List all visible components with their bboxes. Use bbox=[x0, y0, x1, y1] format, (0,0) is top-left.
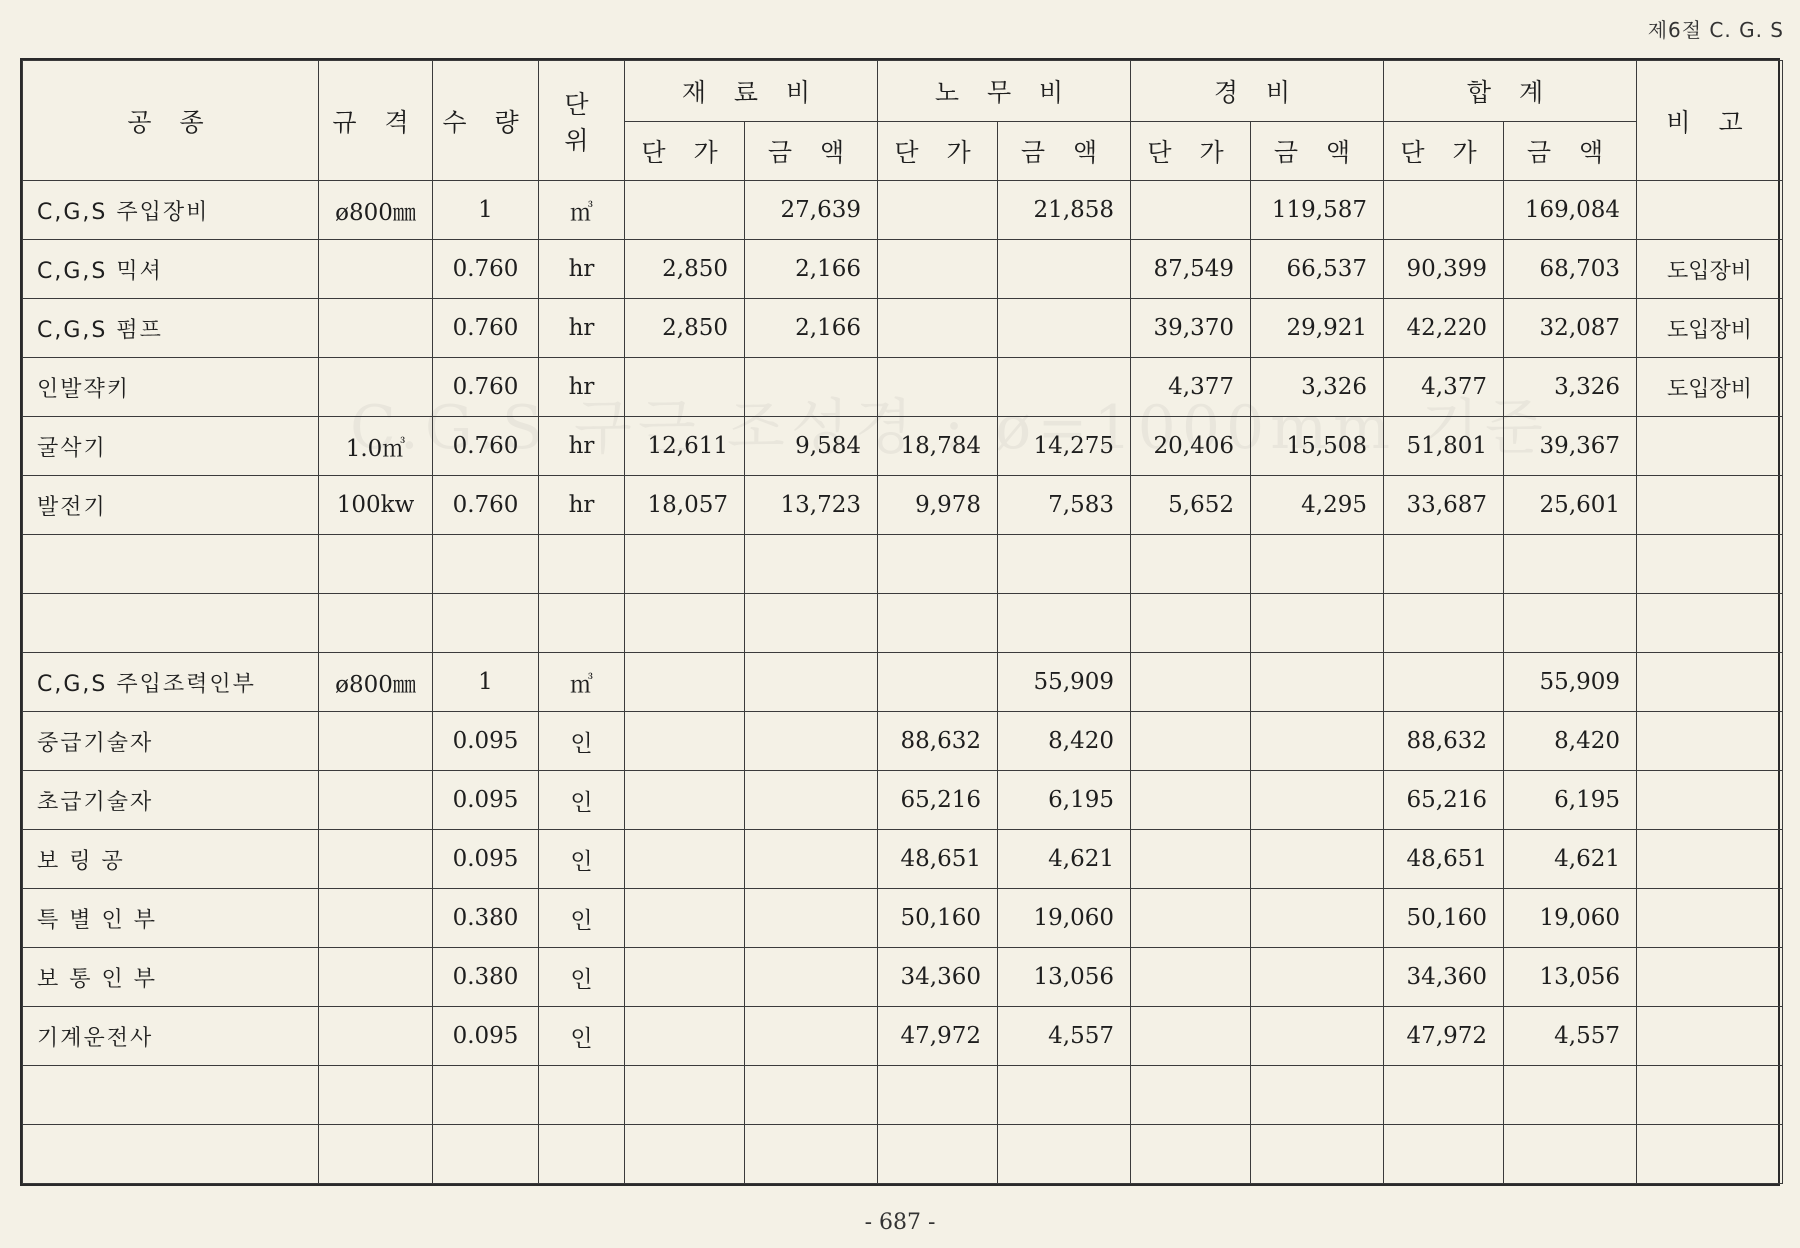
cell-labor-amount bbox=[998, 1066, 1131, 1125]
cell-total-amount: 19,060 bbox=[1504, 889, 1637, 948]
cell-total-amount bbox=[1504, 535, 1637, 594]
cell-item: C,G,S 주입장비 bbox=[23, 181, 319, 240]
header-item: 공 종 bbox=[23, 61, 319, 181]
cell-item: 굴삭기 bbox=[23, 417, 319, 476]
cell-labor-unit-price bbox=[878, 358, 998, 417]
cell-note: 도입장비 bbox=[1637, 358, 1783, 417]
cell-expense-amount bbox=[1251, 535, 1384, 594]
cell-material-unit-price bbox=[625, 889, 745, 948]
header-total: 합 계 bbox=[1384, 61, 1637, 122]
cell-labor-unit-price: 9,978 bbox=[878, 476, 998, 535]
cell-material-unit-price bbox=[625, 1007, 745, 1066]
cell-note bbox=[1637, 1007, 1783, 1066]
cell-expense-unit-price bbox=[1131, 181, 1251, 240]
cell-expense-unit-price bbox=[1131, 653, 1251, 712]
cell-unit bbox=[539, 1125, 625, 1184]
cell-labor-unit-price bbox=[878, 653, 998, 712]
cell-qty: 0.095 bbox=[433, 1007, 539, 1066]
header-spec: 규 격 bbox=[319, 61, 433, 181]
table-row bbox=[23, 594, 1783, 653]
cell-material-amount: 2,166 bbox=[745, 240, 878, 299]
cell-unit: 인 bbox=[539, 948, 625, 1007]
cell-labor-amount: 4,557 bbox=[998, 1007, 1131, 1066]
cell-labor-amount: 14,275 bbox=[998, 417, 1131, 476]
cell-total-unit-price: 51,801 bbox=[1384, 417, 1504, 476]
cell-note: 도입장비 bbox=[1637, 240, 1783, 299]
cell-expense-amount bbox=[1251, 594, 1384, 653]
cell-spec bbox=[319, 594, 433, 653]
table-row bbox=[23, 181, 1783, 240]
cell-expense-amount: 4,295 bbox=[1251, 476, 1384, 535]
cell-labor-amount: 7,583 bbox=[998, 476, 1131, 535]
cell-unit: 인 bbox=[539, 712, 625, 771]
cell-material-unit-price: 2,850 bbox=[625, 299, 745, 358]
cell-item: C,G,S 주입조력인부 bbox=[23, 653, 319, 712]
cell-note bbox=[1637, 1125, 1783, 1184]
cell-expense-amount: 15,508 bbox=[1251, 417, 1384, 476]
cell-expense-unit-price bbox=[1131, 535, 1251, 594]
cell-qty: 1 bbox=[433, 181, 539, 240]
cell-labor-unit-price: 48,651 bbox=[878, 830, 998, 889]
cell-note bbox=[1637, 535, 1783, 594]
cell-item bbox=[23, 1066, 319, 1125]
chapter-label: 제6절 C. G. S bbox=[1647, 18, 1784, 42]
cell-qty: 0.380 bbox=[433, 889, 539, 948]
cell-material-amount bbox=[745, 653, 878, 712]
cell-note bbox=[1637, 830, 1783, 889]
cell-labor-unit-price: 65,216 bbox=[878, 771, 998, 830]
cell-labor-unit-price: 47,972 bbox=[878, 1007, 998, 1066]
cell-expense-amount bbox=[1251, 712, 1384, 771]
table-header bbox=[23, 61, 1783, 181]
cell-material-unit-price bbox=[625, 653, 745, 712]
cell-total-unit-price: 4,377 bbox=[1384, 358, 1504, 417]
cell-labor-amount bbox=[998, 1125, 1131, 1184]
cell-total-unit-price bbox=[1384, 594, 1504, 653]
cell-note bbox=[1637, 889, 1783, 948]
cell-total-amount: 3,326 bbox=[1504, 358, 1637, 417]
cell-qty: 0.095 bbox=[433, 771, 539, 830]
cell-item: 기계운전사 bbox=[23, 1007, 319, 1066]
cell-material-unit-price bbox=[625, 830, 745, 889]
cell-total-amount: 6,195 bbox=[1504, 771, 1637, 830]
cell-material-amount: 27,639 bbox=[745, 181, 878, 240]
cell-expense-amount: 66,537 bbox=[1251, 240, 1384, 299]
cell-item: 발전기 bbox=[23, 476, 319, 535]
cell-qty bbox=[433, 1066, 539, 1125]
cell-spec bbox=[319, 358, 433, 417]
cell-material-amount bbox=[745, 1066, 878, 1125]
cost-table bbox=[22, 60, 1783, 1184]
cell-labor-amount bbox=[998, 358, 1131, 417]
cell-material-amount bbox=[745, 948, 878, 1007]
cell-total-unit-price bbox=[1384, 1066, 1504, 1125]
header-expense-unit-price: 단 가 bbox=[1131, 122, 1251, 181]
header-material-cost: 재 료 비 bbox=[625, 61, 878, 122]
cell-labor-amount bbox=[998, 299, 1131, 358]
cell-note bbox=[1637, 594, 1783, 653]
cell-item: 특 별 인 부 bbox=[23, 889, 319, 948]
cell-spec bbox=[319, 240, 433, 299]
cell-expense-amount: 3,326 bbox=[1251, 358, 1384, 417]
cell-item: C,G,S 펌프 bbox=[23, 299, 319, 358]
cell-spec bbox=[319, 1066, 433, 1125]
cell-labor-unit-price bbox=[878, 535, 998, 594]
cell-unit bbox=[539, 535, 625, 594]
cell-item: 보 통 인 부 bbox=[23, 948, 319, 1007]
cell-note bbox=[1637, 948, 1783, 1007]
cell-material-unit-price bbox=[625, 771, 745, 830]
cell-material-amount: 9,584 bbox=[745, 417, 878, 476]
cell-total-amount bbox=[1504, 594, 1637, 653]
table-row bbox=[23, 1007, 1783, 1066]
cell-item: C,G,S 믹셔 bbox=[23, 240, 319, 299]
cell-item bbox=[23, 594, 319, 653]
cell-material-unit-price: 2,850 bbox=[625, 240, 745, 299]
cell-total-unit-price bbox=[1384, 1125, 1504, 1184]
header-labor-amount: 금 액 bbox=[998, 122, 1131, 181]
cell-material-unit-price bbox=[625, 535, 745, 594]
table-row bbox=[23, 417, 1783, 476]
cell-labor-unit-price: 18,784 bbox=[878, 417, 998, 476]
cell-expense-amount bbox=[1251, 830, 1384, 889]
cell-item: 중급기술자 bbox=[23, 712, 319, 771]
cell-expense-unit-price bbox=[1131, 771, 1251, 830]
cell-unit: 인 bbox=[539, 889, 625, 948]
table-row bbox=[23, 535, 1783, 594]
header-expense: 경 비 bbox=[1131, 61, 1384, 122]
cell-labor-unit-price bbox=[878, 181, 998, 240]
cell-expense-amount: 119,587 bbox=[1251, 181, 1384, 240]
cell-total-unit-price: 90,399 bbox=[1384, 240, 1504, 299]
cell-unit: ㎥ bbox=[539, 653, 625, 712]
cell-spec bbox=[319, 948, 433, 1007]
cell-spec bbox=[319, 1125, 433, 1184]
header-unit: 단 위 bbox=[539, 61, 625, 181]
cell-expense-amount bbox=[1251, 1125, 1384, 1184]
cell-total-unit-price: 65,216 bbox=[1384, 771, 1504, 830]
cell-labor-unit-price: 50,160 bbox=[878, 889, 998, 948]
cell-unit bbox=[539, 594, 625, 653]
cell-material-unit-price bbox=[625, 948, 745, 1007]
cell-qty bbox=[433, 535, 539, 594]
cell-labor-amount: 6,195 bbox=[998, 771, 1131, 830]
cell-total-unit-price: 48,651 bbox=[1384, 830, 1504, 889]
cell-total-amount: 39,367 bbox=[1504, 417, 1637, 476]
cell-note bbox=[1637, 771, 1783, 830]
cell-qty: 0.760 bbox=[433, 476, 539, 535]
cell-note bbox=[1637, 653, 1783, 712]
table-row bbox=[23, 712, 1783, 771]
header-expense-amount: 금 액 bbox=[1251, 122, 1384, 181]
cell-labor-amount bbox=[998, 240, 1131, 299]
cell-total-amount: 32,087 bbox=[1504, 299, 1637, 358]
cell-material-amount bbox=[745, 594, 878, 653]
cell-labor-amount: 13,056 bbox=[998, 948, 1131, 1007]
cell-material-unit-price bbox=[625, 1066, 745, 1125]
cell-expense-unit-price: 20,406 bbox=[1131, 417, 1251, 476]
cell-labor-amount: 8,420 bbox=[998, 712, 1131, 771]
cell-unit bbox=[539, 1066, 625, 1125]
header-total-unit-price: 단 가 bbox=[1384, 122, 1504, 181]
cell-total-amount: 169,084 bbox=[1504, 181, 1637, 240]
cell-unit: 인 bbox=[539, 1007, 625, 1066]
cell-note bbox=[1637, 1066, 1783, 1125]
table-row bbox=[23, 299, 1783, 358]
table-row bbox=[23, 653, 1783, 712]
cell-total-amount: 4,557 bbox=[1504, 1007, 1637, 1066]
cell-total-unit-price bbox=[1384, 535, 1504, 594]
cell-total-unit-price: 34,360 bbox=[1384, 948, 1504, 1007]
cell-note bbox=[1637, 476, 1783, 535]
header-note: 비 고 bbox=[1637, 61, 1783, 181]
table-row bbox=[23, 830, 1783, 889]
cell-spec: 100kw bbox=[319, 476, 433, 535]
cell-material-unit-price: 12,611 bbox=[625, 417, 745, 476]
cell-note bbox=[1637, 181, 1783, 240]
cell-item: 보 링 공 bbox=[23, 830, 319, 889]
cell-note bbox=[1637, 417, 1783, 476]
header-labor-unit-price: 단 가 bbox=[878, 122, 998, 181]
cell-spec bbox=[319, 771, 433, 830]
cell-material-amount bbox=[745, 358, 878, 417]
cell-qty: 0.760 bbox=[433, 358, 539, 417]
header-material-amount: 금 액 bbox=[745, 122, 878, 181]
cell-expense-unit-price bbox=[1131, 1007, 1251, 1066]
cell-labor-unit-price bbox=[878, 1066, 998, 1125]
cell-item: 인발쟉키 bbox=[23, 358, 319, 417]
cell-material-amount bbox=[745, 535, 878, 594]
cell-material-unit-price bbox=[625, 594, 745, 653]
cost-breakdown-sheet bbox=[20, 58, 1780, 1186]
cell-expense-unit-price: 87,549 bbox=[1131, 240, 1251, 299]
cell-labor-unit-price: 88,632 bbox=[878, 712, 998, 771]
cell-material-unit-price: 18,057 bbox=[625, 476, 745, 535]
cell-qty: 0.380 bbox=[433, 948, 539, 1007]
cell-note bbox=[1637, 712, 1783, 771]
cell-material-unit-price bbox=[625, 181, 745, 240]
table-row bbox=[23, 240, 1783, 299]
cell-material-amount bbox=[745, 1125, 878, 1184]
cell-expense-amount bbox=[1251, 771, 1384, 830]
cell-labor-unit-price bbox=[878, 1125, 998, 1184]
cell-qty: 0.760 bbox=[433, 417, 539, 476]
cell-total-unit-price: 33,687 bbox=[1384, 476, 1504, 535]
cell-spec bbox=[319, 299, 433, 358]
cell-expense-unit-price bbox=[1131, 830, 1251, 889]
cell-total-amount: 4,621 bbox=[1504, 830, 1637, 889]
table-row bbox=[23, 476, 1783, 535]
cell-expense-amount bbox=[1251, 889, 1384, 948]
cell-spec bbox=[319, 1007, 433, 1066]
header-material-unit-price: 단 가 bbox=[625, 122, 745, 181]
cell-expense-unit-price: 39,370 bbox=[1131, 299, 1251, 358]
cell-spec: ø800㎜ bbox=[319, 181, 433, 240]
cell-expense-amount: 29,921 bbox=[1251, 299, 1384, 358]
cell-qty: 0.760 bbox=[433, 299, 539, 358]
cell-expense-unit-price bbox=[1131, 1125, 1251, 1184]
cell-qty bbox=[433, 1125, 539, 1184]
cell-total-unit-price bbox=[1384, 181, 1504, 240]
cell-material-amount bbox=[745, 712, 878, 771]
cell-item bbox=[23, 535, 319, 594]
header-qty: 수 량 bbox=[433, 61, 539, 181]
cell-expense-unit-price bbox=[1131, 1066, 1251, 1125]
cell-spec bbox=[319, 712, 433, 771]
cell-labor-amount: 55,909 bbox=[998, 653, 1131, 712]
table-row bbox=[23, 358, 1783, 417]
cell-labor-amount: 4,621 bbox=[998, 830, 1131, 889]
cell-labor-amount bbox=[998, 535, 1131, 594]
cell-total-amount: 13,056 bbox=[1504, 948, 1637, 1007]
cell-labor-amount: 21,858 bbox=[998, 181, 1131, 240]
table-row bbox=[23, 889, 1783, 948]
cell-total-unit-price: 47,972 bbox=[1384, 1007, 1504, 1066]
cell-total-amount bbox=[1504, 1066, 1637, 1125]
cell-qty bbox=[433, 594, 539, 653]
cell-unit: hr bbox=[539, 358, 625, 417]
cell-total-unit-price: 42,220 bbox=[1384, 299, 1504, 358]
table-row bbox=[23, 1125, 1783, 1184]
cell-total-amount: 55,909 bbox=[1504, 653, 1637, 712]
cell-spec: 1.0㎥ bbox=[319, 417, 433, 476]
cell-note: 도입장비 bbox=[1637, 299, 1783, 358]
cell-spec: ø800㎜ bbox=[319, 653, 433, 712]
cell-unit: hr bbox=[539, 476, 625, 535]
header-total-amount: 금 액 bbox=[1504, 122, 1637, 181]
cell-labor-amount: 19,060 bbox=[998, 889, 1131, 948]
cell-material-amount: 2,166 bbox=[745, 299, 878, 358]
cell-qty: 0.095 bbox=[433, 712, 539, 771]
cell-qty: 0.760 bbox=[433, 240, 539, 299]
table-row bbox=[23, 1066, 1783, 1125]
cell-qty: 0.095 bbox=[433, 830, 539, 889]
cell-total-unit-price bbox=[1384, 653, 1504, 712]
table-row bbox=[23, 948, 1783, 1007]
cell-expense-amount bbox=[1251, 1007, 1384, 1066]
table-row bbox=[23, 771, 1783, 830]
cell-total-amount: 25,601 bbox=[1504, 476, 1637, 535]
cell-expense-amount bbox=[1251, 948, 1384, 1007]
cell-unit: hr bbox=[539, 299, 625, 358]
cell-labor-amount bbox=[998, 594, 1131, 653]
cell-material-unit-price bbox=[625, 358, 745, 417]
cell-total-amount: 8,420 bbox=[1504, 712, 1637, 771]
cell-labor-unit-price: 34,360 bbox=[878, 948, 998, 1007]
cell-material-unit-price bbox=[625, 1125, 745, 1184]
cell-labor-unit-price bbox=[878, 240, 998, 299]
cell-total-amount bbox=[1504, 1125, 1637, 1184]
cell-material-amount bbox=[745, 830, 878, 889]
cell-material-amount bbox=[745, 889, 878, 948]
cell-unit: hr bbox=[539, 417, 625, 476]
cell-expense-unit-price bbox=[1131, 594, 1251, 653]
cell-item: 초급기술자 bbox=[23, 771, 319, 830]
cell-material-amount: 13,723 bbox=[745, 476, 878, 535]
cell-unit: 인 bbox=[539, 830, 625, 889]
cell-unit: 인 bbox=[539, 771, 625, 830]
page-number: - 687 - bbox=[864, 1210, 936, 1235]
cell-spec bbox=[319, 830, 433, 889]
cell-spec bbox=[319, 889, 433, 948]
cell-item bbox=[23, 1125, 319, 1184]
cell-labor-unit-price bbox=[878, 299, 998, 358]
cell-expense-unit-price bbox=[1131, 889, 1251, 948]
cell-expense-amount bbox=[1251, 653, 1384, 712]
cell-expense-unit-price: 4,377 bbox=[1131, 358, 1251, 417]
cell-labor-unit-price bbox=[878, 594, 998, 653]
cell-unit: hr bbox=[539, 240, 625, 299]
cell-material-amount bbox=[745, 771, 878, 830]
header-labor-cost: 노 무 비 bbox=[878, 61, 1131, 122]
cell-spec bbox=[319, 535, 433, 594]
cell-material-unit-price bbox=[625, 712, 745, 771]
cell-unit: ㎥ bbox=[539, 181, 625, 240]
cell-expense-amount bbox=[1251, 1066, 1384, 1125]
table-body bbox=[23, 181, 1783, 1184]
cell-expense-unit-price bbox=[1131, 948, 1251, 1007]
cell-material-amount bbox=[745, 1007, 878, 1066]
cell-qty: 1 bbox=[433, 653, 539, 712]
cell-total-unit-price: 50,160 bbox=[1384, 889, 1504, 948]
cell-expense-unit-price bbox=[1131, 712, 1251, 771]
cell-total-amount: 68,703 bbox=[1504, 240, 1637, 299]
cell-total-unit-price: 88,632 bbox=[1384, 712, 1504, 771]
cell-expense-unit-price: 5,652 bbox=[1131, 476, 1251, 535]
